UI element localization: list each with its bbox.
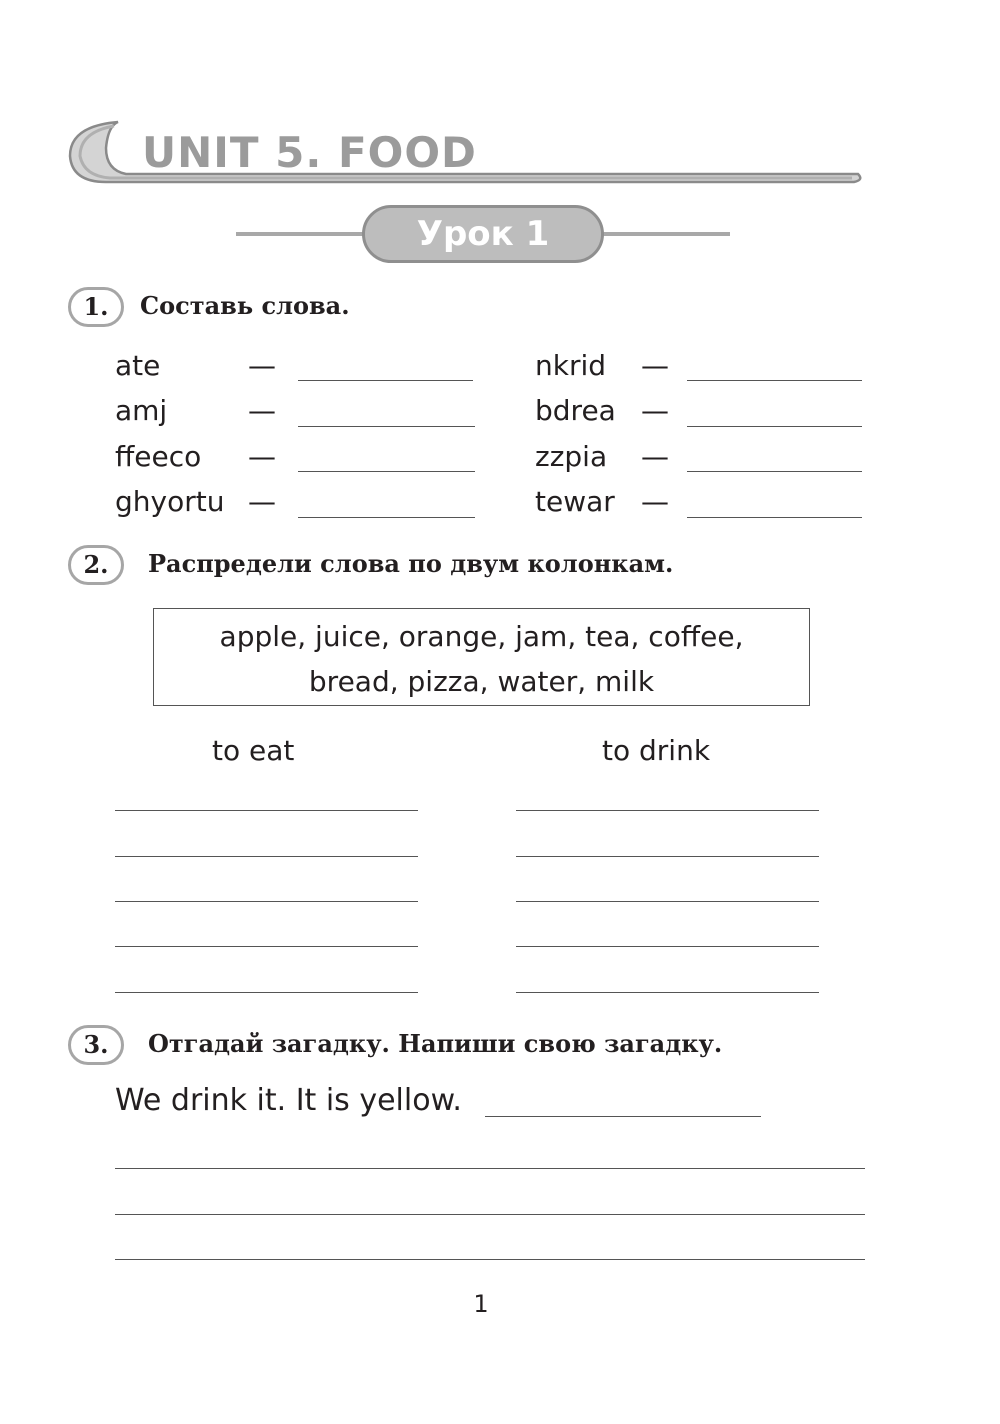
dash: —	[248, 440, 276, 473]
task-2-instruction: Распредели слова по двум колонкам.	[148, 549, 674, 578]
word-box-line: bread, pizza, water, milk	[308, 665, 655, 698]
scrambled-word: ate	[115, 349, 161, 382]
eat-answer-line[interactable]	[115, 992, 418, 993]
answer-blank[interactable]	[687, 380, 862, 381]
scrambled-word: bdrea	[535, 394, 616, 427]
task-1-instruction: Составь слова.	[140, 291, 350, 320]
column-label-eat: to eat	[212, 734, 295, 767]
unit-banner	[66, 118, 866, 190]
dash: —	[641, 440, 669, 473]
own-riddle-line[interactable]	[115, 1259, 865, 1260]
drink-answer-line[interactable]	[516, 810, 819, 811]
own-riddle-line[interactable]	[115, 1214, 865, 1215]
word-box	[153, 608, 810, 706]
riddle-answer-line[interactable]	[485, 1116, 761, 1117]
answer-blank[interactable]	[298, 517, 475, 518]
scrambled-word: tewar	[535, 485, 615, 518]
eat-answer-line[interactable]	[115, 856, 418, 857]
word-box-line: apple, juice, orange, jam, tea, coffee,	[219, 620, 744, 653]
dash: —	[641, 485, 669, 518]
drink-answer-line[interactable]	[516, 901, 819, 902]
riddle-text: We drink it. It is yellow.	[115, 1083, 462, 1118]
drink-answer-line[interactable]	[516, 856, 819, 857]
dash: —	[248, 349, 276, 382]
scrambled-word: zzpia	[535, 440, 608, 473]
scrambled-word: ffeeco	[115, 440, 202, 473]
task-2-number: 2.	[68, 545, 124, 585]
lesson-label: Урок 1	[362, 205, 604, 263]
dash: —	[641, 394, 669, 427]
unit-title: UNIT 5. FOOD	[142, 128, 477, 177]
dash: —	[641, 349, 669, 382]
answer-blank[interactable]	[687, 426, 862, 427]
answer-blank[interactable]	[298, 380, 473, 381]
dash: —	[248, 485, 276, 518]
answer-blank[interactable]	[687, 517, 862, 518]
scrambled-word: amj	[115, 394, 168, 427]
answer-blank[interactable]	[298, 426, 475, 427]
drink-answer-line[interactable]	[516, 946, 819, 947]
page-number: 1	[473, 1290, 489, 1318]
eat-answer-line[interactable]	[115, 901, 418, 902]
scrambled-word: ghyortu	[115, 485, 225, 518]
answer-blank[interactable]	[298, 471, 475, 472]
task-1-number: 1.	[68, 287, 124, 327]
own-riddle-line[interactable]	[115, 1168, 865, 1169]
answer-blank[interactable]	[687, 471, 862, 472]
lesson-line-left	[236, 232, 366, 236]
column-label-drink: to drink	[602, 734, 711, 767]
eat-answer-line[interactable]	[115, 946, 418, 947]
task-3-number: 3.	[68, 1025, 124, 1065]
lesson-line-right	[600, 232, 730, 236]
drink-answer-line[interactable]	[516, 992, 819, 993]
dash: —	[248, 394, 276, 427]
eat-answer-line[interactable]	[115, 810, 418, 811]
scrambled-word: nkrid	[535, 349, 607, 382]
task-3-instruction: Отгадай загадку. Напиши свою загадку.	[148, 1029, 723, 1058]
